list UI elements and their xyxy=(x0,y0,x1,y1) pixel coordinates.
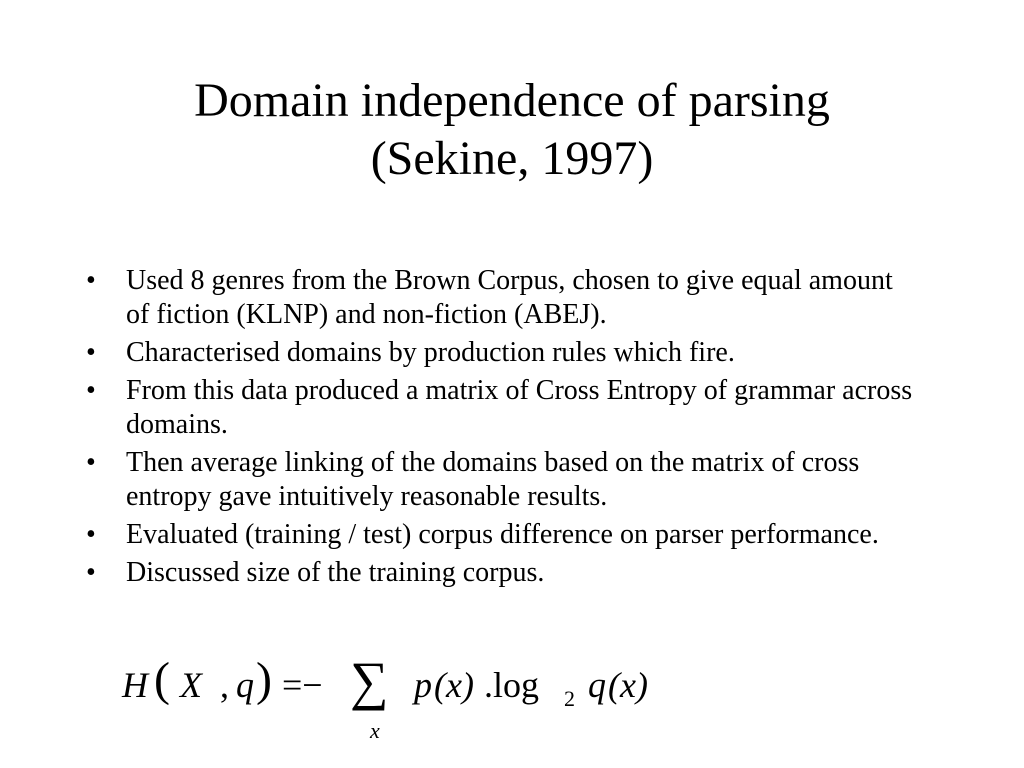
bullet-item xyxy=(86,264,916,332)
formula-right-paren: ) xyxy=(256,653,272,706)
slide-title xyxy=(60,72,964,188)
formula-p: p xyxy=(414,665,432,705)
bullet-text: Characterised domains by production rules which fire. xyxy=(126,337,735,368)
cross-entropy-formula xyxy=(122,650,722,750)
formula-left-paren: ( xyxy=(154,653,170,706)
bullet-icon: • xyxy=(86,265,96,296)
formula-comma: , xyxy=(220,665,229,705)
bullet-icon: • xyxy=(86,375,96,406)
bullet-text: Then average linking of the domains based on the matrix of cross entropy gave intuitively reasonable results. xyxy=(126,447,860,512)
bullet-text: From this data produced a matrix of Cross Entropy of grammar across domains. xyxy=(126,375,913,440)
bullet-icon: • xyxy=(86,519,96,550)
bullet-text: Evaluated (training / test) corpus difference on parser performance. xyxy=(126,519,879,550)
bullet-item xyxy=(86,446,916,514)
bullet-text: Used 8 genres from the Brown Corpus, chosen to give equal amount of fiction (KLNP) and non-fiction (ABEJ). xyxy=(126,265,893,330)
slide-title-line-2: (Sekine, 1997) xyxy=(370,132,654,185)
slide-title-line-1: Domain independence of parsing xyxy=(194,74,830,127)
bullet-item xyxy=(86,336,916,370)
bullet-text: Discussed size of the training corpus. xyxy=(126,557,545,588)
formula-equals-minus: =− xyxy=(282,665,323,705)
bullet-item xyxy=(86,518,916,552)
formula-x-var: X xyxy=(180,665,202,705)
bullet-item xyxy=(86,374,916,442)
bullet-list xyxy=(86,264,916,594)
formula-p-arg: (x) xyxy=(434,665,474,705)
bullet-icon: • xyxy=(86,557,96,588)
formula-q-var: q xyxy=(236,665,254,705)
formula-log: .log xyxy=(484,665,540,705)
bullet-icon: • xyxy=(86,447,96,478)
formula-h: H xyxy=(122,665,148,705)
bullet-item xyxy=(86,556,916,590)
formula-q-arg: (x) xyxy=(608,665,648,705)
formula-sigma: ∑ xyxy=(350,651,389,711)
formula-sum-index: x xyxy=(370,718,380,743)
formula-log-base: 2 xyxy=(564,686,575,711)
formula-q: q xyxy=(588,665,606,705)
bullet-icon: • xyxy=(86,337,96,368)
